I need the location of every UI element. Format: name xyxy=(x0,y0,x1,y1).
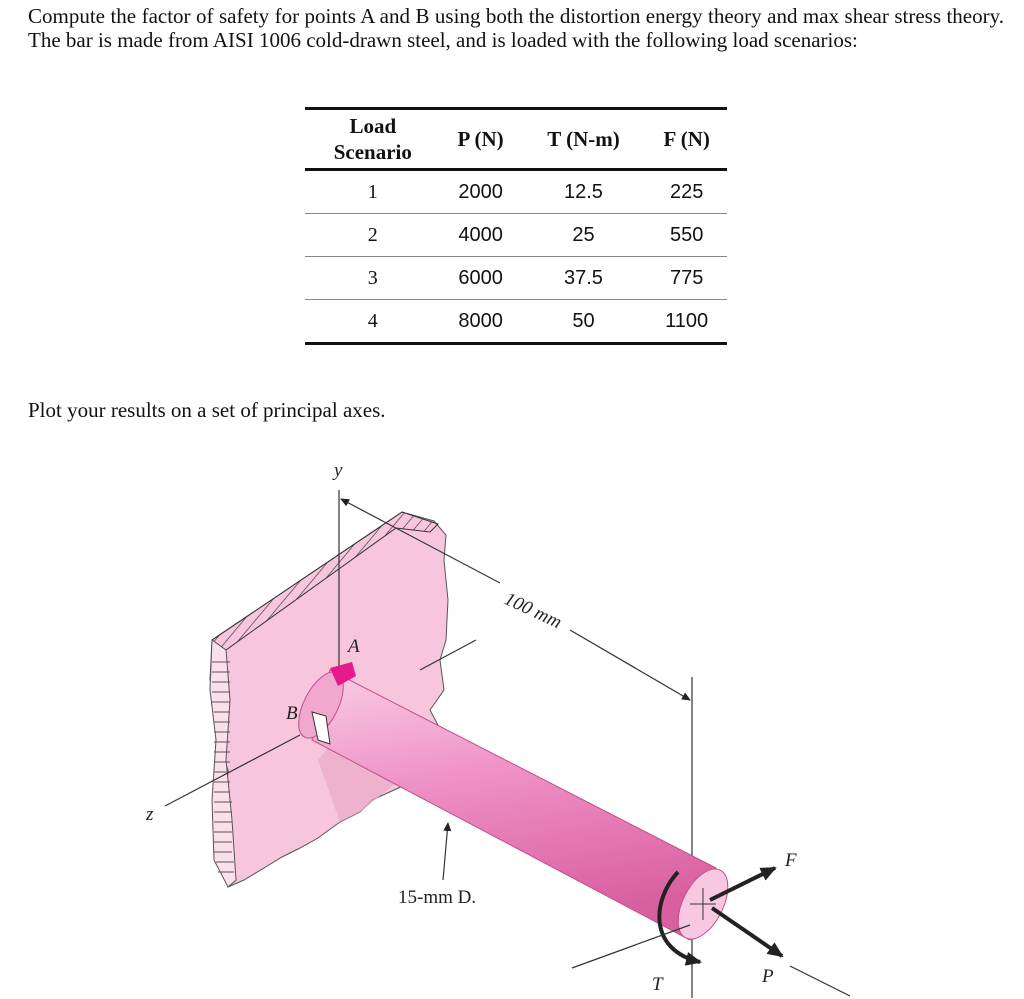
header-t: T (N-m) xyxy=(547,127,620,151)
cell-f: 1100 xyxy=(665,309,709,332)
point-b-label: B xyxy=(286,703,298,724)
header-scenario-line1: Load xyxy=(349,114,397,138)
z-axis-label: z xyxy=(146,804,154,825)
torque-t-label: T xyxy=(652,974,663,995)
table-row xyxy=(305,257,727,300)
diameter-leader xyxy=(443,823,448,880)
cell-p: 6000 xyxy=(458,266,503,289)
length-label: 100 mm xyxy=(500,588,565,634)
force-f-label: F xyxy=(785,850,797,871)
header-scenario-line2: Scenario xyxy=(333,140,412,164)
cell-t: 37.5 xyxy=(564,266,603,289)
cell-p: 2000 xyxy=(458,180,503,203)
plot-instruction: Plot your results on a set of principal axes. xyxy=(28,398,386,422)
cell-scenario: 1 xyxy=(367,180,378,203)
bar-figure xyxy=(0,440,1024,999)
header-f: F (N) xyxy=(663,127,710,151)
load-p-arrow xyxy=(712,908,782,956)
header-load-scenario xyxy=(305,109,441,170)
axis-extensions xyxy=(572,925,850,996)
table-row xyxy=(305,170,727,214)
cell-f: 550 xyxy=(670,223,704,246)
cell-t: 50 xyxy=(572,309,595,332)
table-row xyxy=(305,300,727,344)
y-axis-label: y xyxy=(334,460,343,481)
table-header-row xyxy=(305,109,727,170)
load-scenario-table xyxy=(305,107,727,345)
cell-f: 775 xyxy=(670,266,704,289)
header-p: P (N) xyxy=(457,127,504,151)
cell-t: 25 xyxy=(572,223,595,246)
cell-f: 225 xyxy=(670,180,704,203)
cell-scenario: 3 xyxy=(367,266,378,289)
cell-p: 4000 xyxy=(458,223,503,246)
diameter-label: 15-mm D. xyxy=(398,887,477,908)
problem-statement: Compute the factor of safety for points A and B using both the distortion energy theory and max shear stress theory. The bar is made from AISI 1006 cold-drawn steel, and is loaded with the following load scenarios: xyxy=(28,4,1004,52)
load-p-label: P xyxy=(762,966,774,987)
cell-p: 8000 xyxy=(458,309,503,332)
cell-t: 12.5 xyxy=(564,180,603,203)
cell-scenario: 4 xyxy=(367,309,378,332)
table-row xyxy=(305,214,727,257)
cell-scenario: 2 xyxy=(367,223,378,246)
point-a-label: A xyxy=(348,636,360,657)
